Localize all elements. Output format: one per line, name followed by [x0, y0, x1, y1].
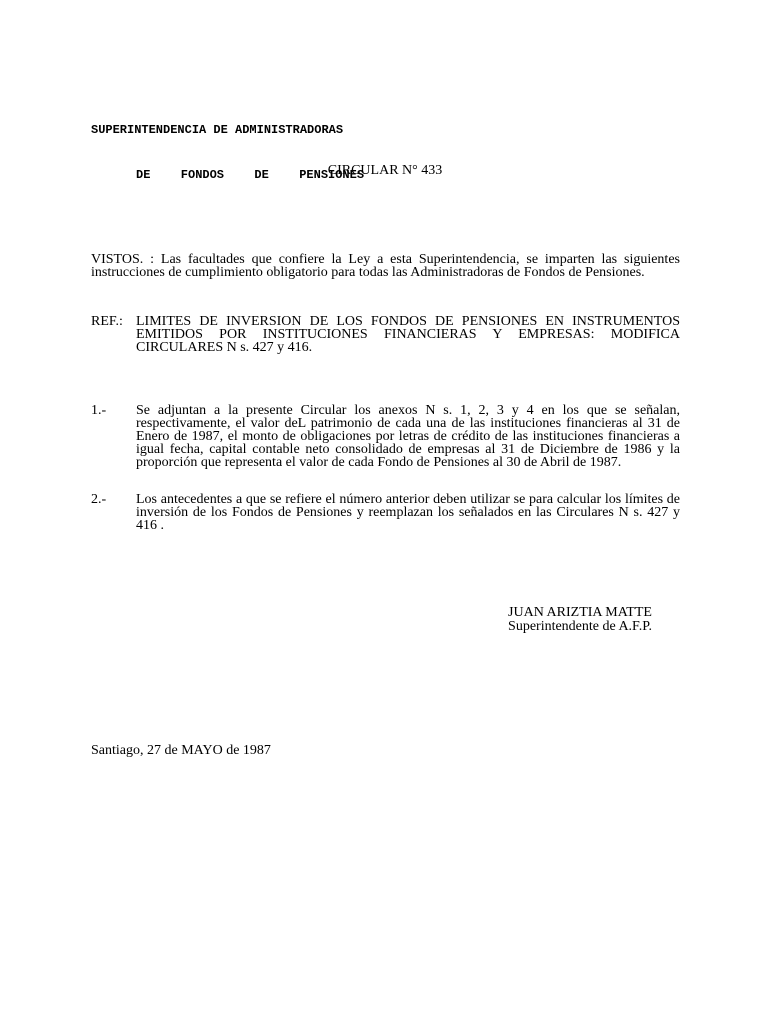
place-and-date: Santiago, 27 de MAYO de 1987	[91, 743, 271, 758]
circular-title: CIRCULAR N° 433	[327, 163, 443, 178]
circular-title-container	[0, 164, 770, 177]
vistos-paragraph: VISTOS. : Las facultades que confiere la Ley a esta Superintendencia, se imparten las siguientes instrucciones de cumplimiento obligatorio para todas las Administradoras de Fondos de Pensiones.	[91, 252, 680, 280]
reference-section	[91, 315, 680, 354]
reference-label: REF.:	[91, 314, 123, 329]
item-2-text: Los antecedentes a que se refiere el número anterior deben utilizar se para calcular los límites de inversión de los Fondos de Pensiones y reemplazan los señalados en las Circulares N s. 427 y 416 .	[136, 492, 680, 533]
item-1-label: 1.-	[91, 403, 107, 418]
item-1-text: Se adjuntan a la presente Circular los anexos N s. 1, 2, 3 y 4 en los que se señalan, respectivamente, el valor deL patrimonio de cada una de las instituciones financieras al 31 de Enero de 1987, el monto de obligaciones por letras de crédito de las instituciones financieras a igual fecha, capital contable neto consolidado de empresas al 31 de Diciembre de 1986 y la proporción que representa el valor de cada Fondo de Pensiones al 30 de Abril de 1987.	[136, 403, 680, 470]
numbered-item-2	[91, 493, 680, 532]
signatory-title: Superintendente de A.F.P.	[508, 619, 652, 634]
item-2-label: 2.-	[91, 492, 107, 507]
signature-block	[470, 605, 690, 634]
numbered-item-1	[91, 404, 680, 469]
letterhead-line-1: SUPERINTENDENCIA DE ADMINISTRADORAS	[91, 123, 344, 137]
letterhead-line-2: DE FONDOS DE PENSIONES	[136, 168, 365, 182]
letterhead	[91, 93, 364, 198]
reference-text: LIMITES DE INVERSION DE LOS FONDOS DE PENSIONES EN INSTRUMENTOS EMITIDOS POR INSTITUCIONES FINANCIERAS Y EMPRESAS: MODIFICA CIRCULARES N s. 427 y 416.	[136, 314, 680, 355]
signatory-name: JUAN ARIZTIA MATTE	[508, 605, 652, 620]
